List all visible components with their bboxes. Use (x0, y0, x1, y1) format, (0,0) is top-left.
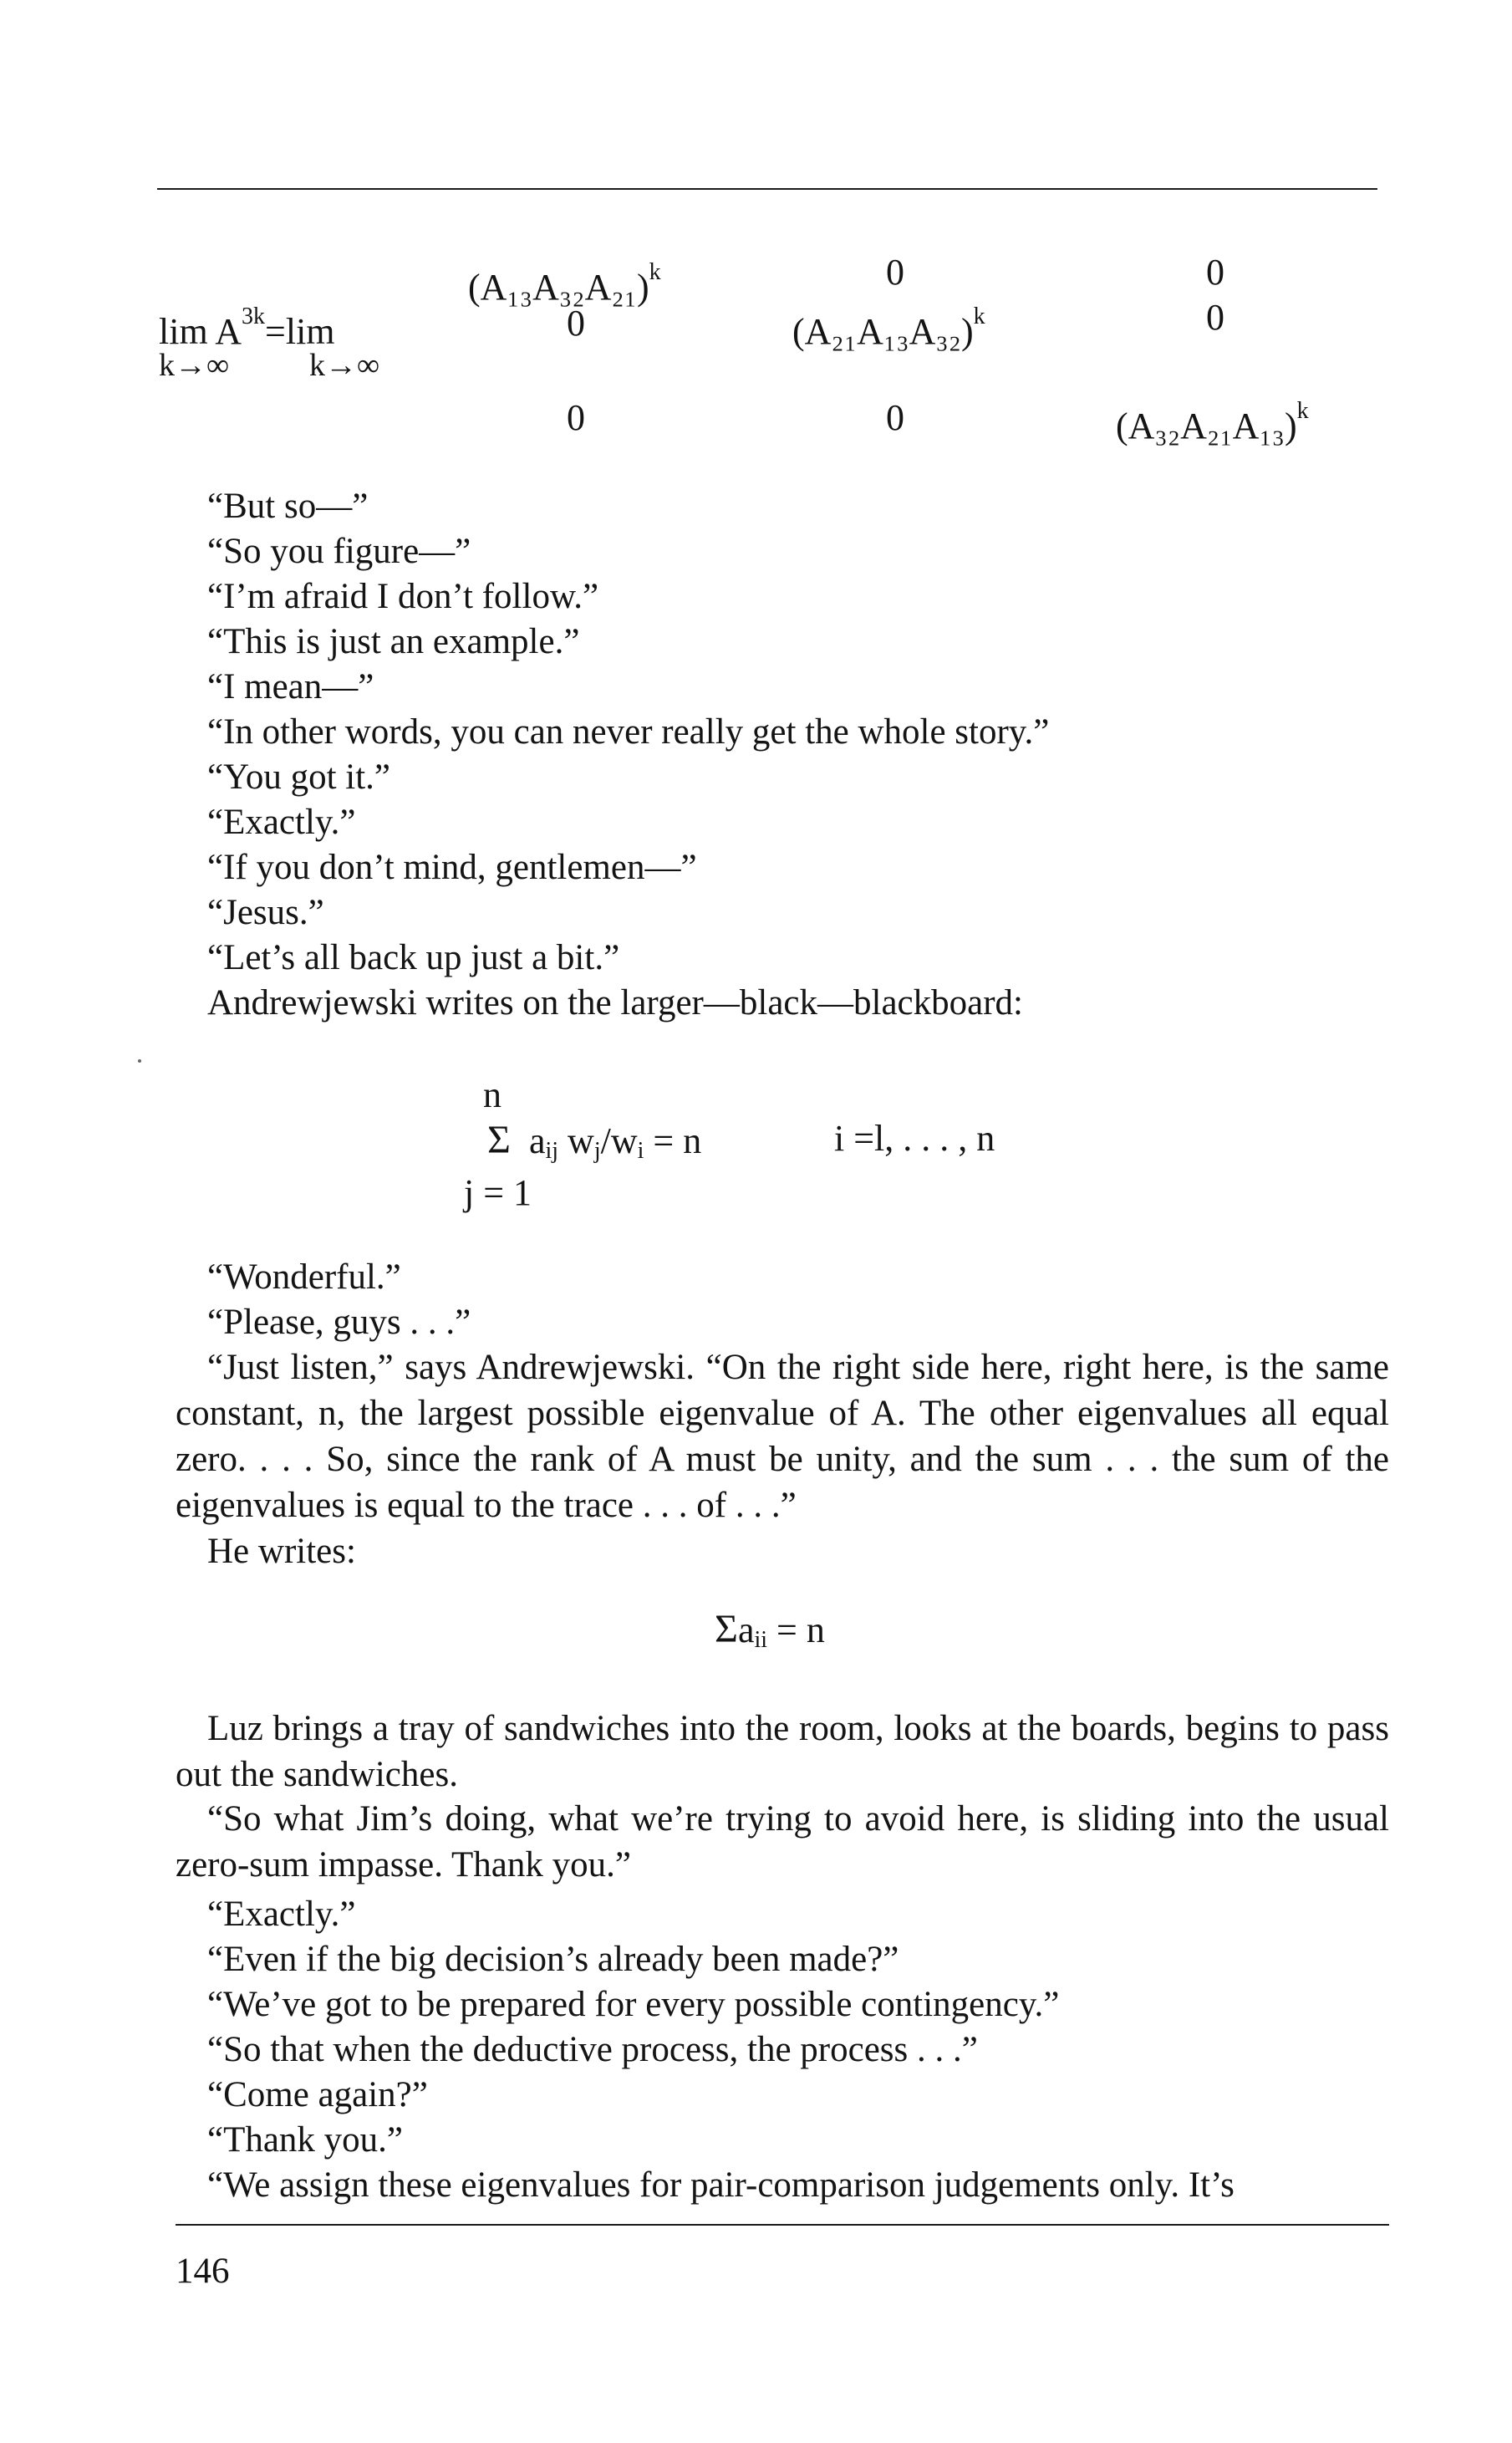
dialogue-line: “I’m afraid I don’t follow.” (207, 577, 599, 616)
matrix-r3c3: $(A_{32}A_{21}A_{13})^k$ (1116, 398, 1309, 446)
sum-body: Σ aij wj/wi = n (487, 1118, 702, 1164)
limit-subscript-2: k→∞ (309, 348, 380, 383)
dialogue-line: “But so—” (207, 487, 369, 526)
dialogue-line: “Thank you.” (207, 2120, 404, 2160)
dialogue-line: “Even if the big decision’s already been made?” (207, 1940, 899, 1979)
limit-subscript-1: k→∞ (159, 348, 230, 383)
matrix-r2c1: 0 (567, 303, 585, 344)
dialogue-line: “In other words, you can never really get the whole story.” (207, 712, 1050, 752)
formula-summation-2: Σaii = n (715, 1607, 825, 1653)
sigma-symbol: Σ (487, 1118, 511, 1162)
dialogue-line: “Come again?” (207, 2075, 428, 2114)
matrix-r2c2: $(A_{21}A_{13}A_{32})^k$ (792, 303, 985, 352)
dialogue-line: “Let’s all back up just a bit.” (207, 938, 620, 977)
paragraph-zero-sum: “So what Jim’s doing, what we’re trying to avoid here, is sliding into the usual zero-sum impasse. Thank you.” (176, 1799, 1389, 1885)
matrix-r1c3: 0 (1206, 252, 1224, 293)
dialogue-line: “We’ve got to be prepared for every possible contingency.” (207, 1985, 1060, 2024)
matrix-r1c2: 0 (886, 252, 904, 293)
dialogue-line: “If you don’t mind, gentlemen—” (207, 848, 697, 887)
page-speck (138, 1059, 141, 1063)
dialogue-line: “We assign these eigenvalues for pair-comparison judgements only. It’s (207, 2165, 1235, 2205)
matrix-r3c2: 0 (886, 397, 904, 438)
dialogue-line: “This is just an example.” (207, 622, 580, 661)
dialogue-line: “So that when the deductive process, the process . . .” (207, 2030, 978, 2069)
bottom-rule (176, 2224, 1389, 2226)
narration-he-writes: He writes: (207, 1532, 356, 1571)
paragraph-just-listen: “Just listen,” says Andrewjewski. “On the right side here, right here, is the same constant, n, the largest possible eigenvalue of A. The other eigenvalues all equal zero. . . . So, since the rank of A must be unity, and the sum . . . the sum of the eigenvalues is equal to the trace . . . of . . .” (176, 1348, 1389, 1525)
dialogue-line: “I mean—” (207, 667, 374, 706)
top-rule (157, 188, 1377, 190)
dialogue-line: “You got it.” (207, 757, 391, 797)
sum-index-range: i =l, . . . , n (834, 1118, 995, 1159)
dialogue-line: “Exactly.” (207, 803, 356, 842)
sigma-symbol: Σ (715, 1607, 738, 1651)
matrix-r3c1: 0 (567, 397, 585, 438)
paragraph-luz: Luz brings a tray of sandwiches into the room, looks at the boards, begins to pass out the sandwiches. (176, 1709, 1389, 1794)
dialogue-line: “Wonderful.” (207, 1257, 401, 1297)
dialogue-line: “Jesus.” (207, 893, 324, 932)
dialogue-line: “Please, guys . . .” (207, 1303, 471, 1342)
narration-line: Andrewjewski writes on the larger—black—blackboard: (207, 983, 1023, 1023)
dialogue-line: “So you figure—” (207, 532, 471, 571)
sum-upper-limit: n (483, 1074, 501, 1115)
sum-lower-limit: j = 1 (464, 1172, 532, 1213)
matrix-lhs: $\lim A^{3k}=\lim$ (159, 303, 335, 352)
page-number: 146 (176, 2252, 230, 2291)
matrix-r2c3: 0 (1206, 297, 1224, 338)
matrix-r1c1: $(A_{13}A_{32}A_{21})^k$ (468, 259, 661, 308)
dialogue-line: “Exactly.” (207, 1895, 356, 1934)
